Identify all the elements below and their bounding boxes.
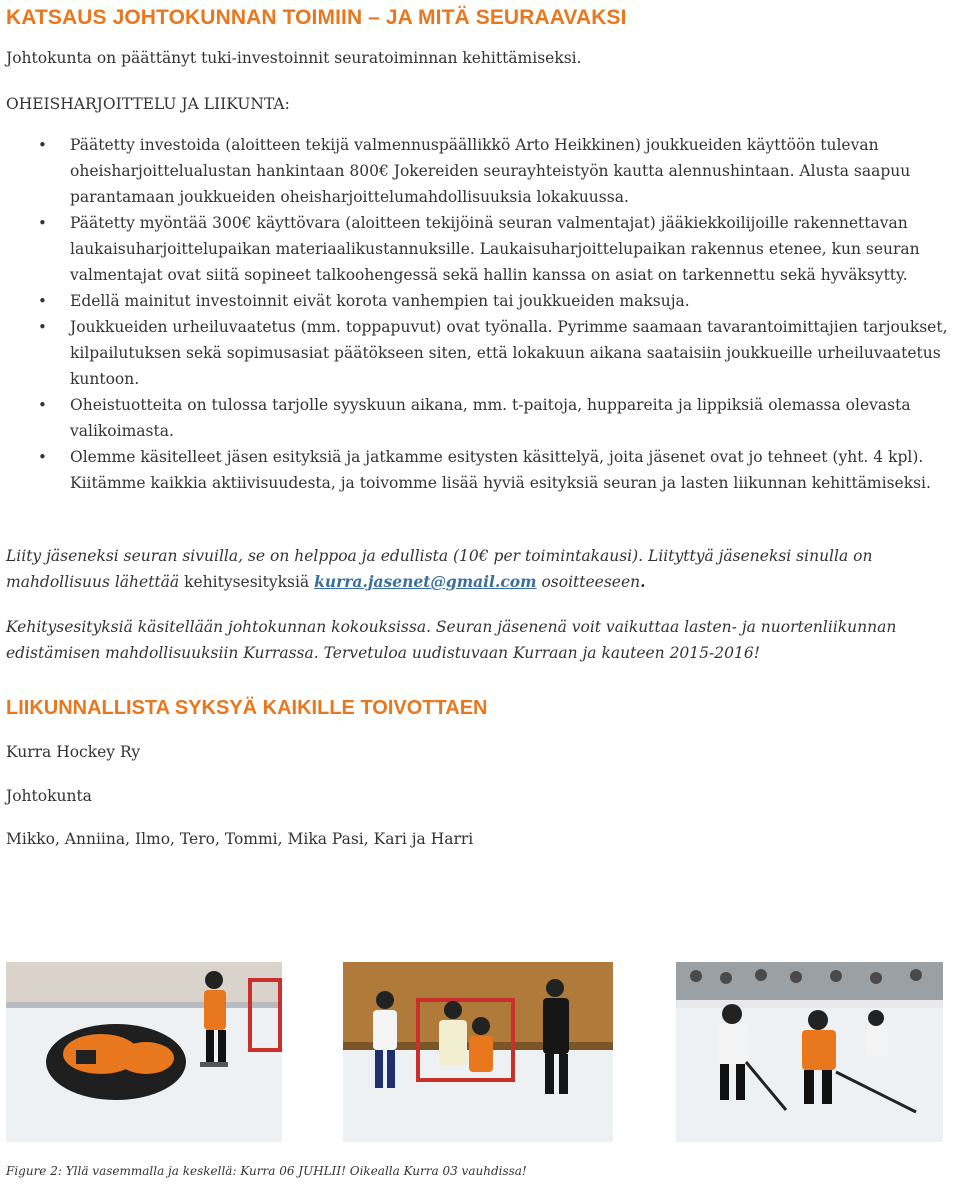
list-item: • Olemme käsitelleet jäsen esityksiä ja jatkamme esitysten käsittelyä, joita jäsenet ovat jo tehneet (yht. 4 kpl). Kiitämme kaikkia aktiivisuudesta, ja toivomme lisää hyviä esityksiä seuran ja lasten liikunnan kehittämiseksi. — [0, 444, 955, 496]
join-text: Liity jäseneksi seuran sivuilla, se on helppoa ja edullista (10€ per toimintakausi). Liityttyä jäseneksi sinulla on mahdollisuus lähettää — [6, 547, 873, 591]
board-label: Johtokunta — [6, 787, 92, 805]
intro-paragraph: Johtokunta on päättänyt tuki-investoinnit seuratoiminnan kehittämiseksi. — [6, 49, 582, 67]
board-members: Mikko, Anniina, Ilmo, Tero, Tommi, Mika Pasi, Kari ja Harri — [6, 830, 474, 848]
club-name: Kurra Hockey Ry — [6, 743, 141, 761]
list-item: • Päätetty myöntää 300€ käyttövara (aloitteen tekijöinä seuran valmentajat) jääkiekkoilijoille rakennettavan laukaisuharjoittelupaikan materiaalikustannuksille. Laukaisuharjoittelupaikan rakennus etenee, kun seuran valmentajat ovat siitä sopineet talkoohengessä sekä hallin kanssa on asiat on tarkennettu sekä hyväksytty. — [0, 210, 955, 288]
join-text-2: kehitysesityksiä — [179, 573, 315, 591]
bullet-list — [0, 132, 955, 496]
hockey-goal-photo — [343, 962, 613, 1142]
join-text-3: osoitteeseen — [536, 573, 641, 591]
list-item: • Päätetty investoida (aloitteen tekijä valmennuspäällikkö Arto Heikkinen) joukkueiden käyttöön tulevan oheisharjoittelualustan hankintaan 800€ Jokereiden seurayhteistyön kautta alennushintaan. Alusta saapuu parantamaan joukkueiden oheisharjoittelumahdollisuuksia lokakuussa. — [0, 132, 955, 210]
page-title: KATSAUS JOHTOKUNNAN TOIMIIN – JA MITÄ SEURAAVAKSI — [6, 6, 627, 29]
join-text-4: . — [640, 572, 646, 591]
figure-caption: Figure 2: Yllä vasemmalla ja keskellä: Kurra 06 JUHLII! Oikealla Kurra 03 vauhdissa! — [6, 1164, 527, 1178]
proposals-paragraph: Kehitysesityksiä käsitellään johtokunnan kokouksissa. Seuran jäsenenä voit vaikuttaa lasten- ja nuortenliikunnan edistämisen mahdollisuuksiin Kurrassa. Tervetuloa uudistuvaan Kurraan ja kauteen 2015-2016! — [6, 618, 897, 662]
hockey-skating-photo — [676, 962, 943, 1142]
slogan-heading: LIIKUNNALLISTA SYKSYÄ KAIKILLE TOIVOTTAEN — [6, 697, 488, 719]
list-item: • Joukkueiden urheiluvaatetus (mm. toppapuvut) ovat työnalla. Pyrimme saamaan tavarantoimittajien tarjoukset, kilpailutuksen sekä sopimusasiat päätökseen siten, että lokakuun aikana saataisiin joukkueille urheiluvaatetus kuntoon. — [0, 314, 955, 392]
list-item: • Oheistuotteita on tulossa tarjolle syyskuun aikana, mm. t-paitoja, huppareita ja lippiksiä olemassa olevasta valikoimasta. — [0, 392, 955, 444]
join-paragraph — [6, 543, 946, 595]
section-heading: OHEISHARJOITTELU JA LIIKUNTA: — [6, 95, 290, 113]
hockey-pileup-photo — [6, 962, 282, 1142]
list-item: • Edellä mainitut investoinnit eivät korota vanhempien tai joukkueiden maksuja. — [0, 288, 955, 314]
email-link[interactable]: kurra.jasenet@gmail.com — [314, 572, 537, 591]
